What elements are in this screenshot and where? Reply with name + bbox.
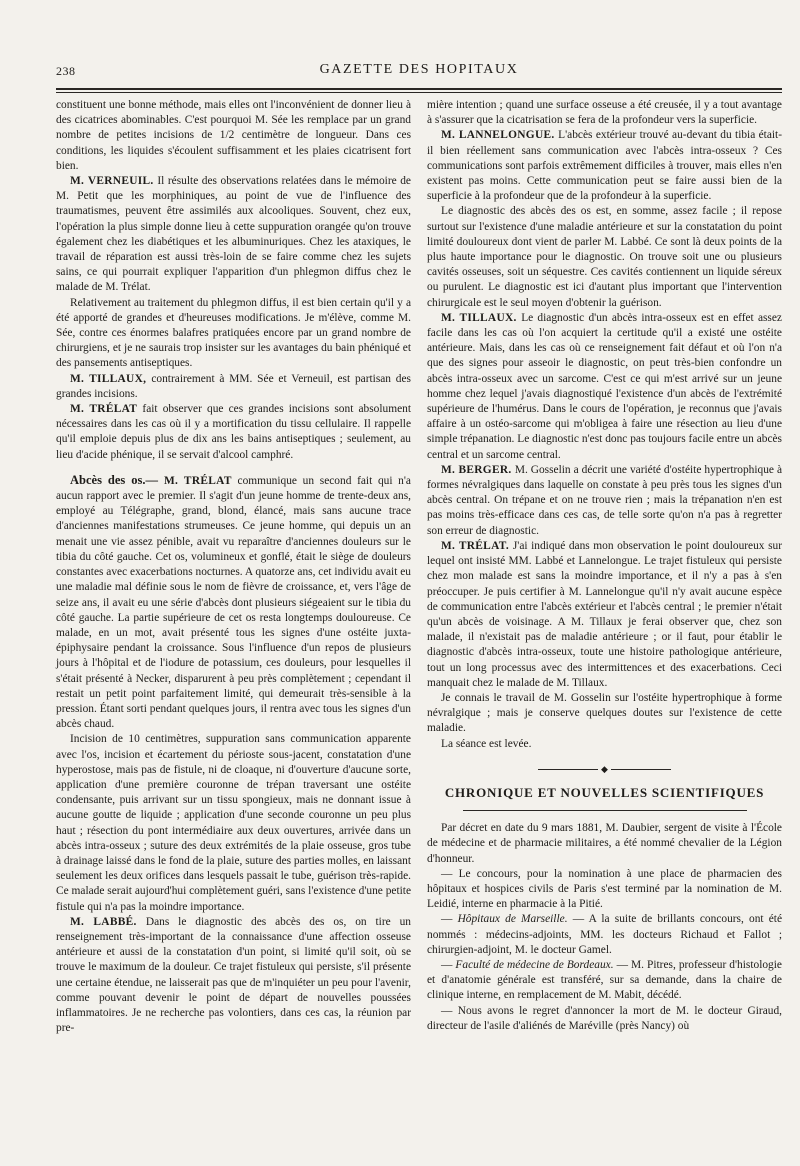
chronicle-paragraphs: [427, 821, 782, 1034]
header-rule: [56, 88, 782, 90]
paragraph-text: Je connais le travail de M. Gosselin sur l'ostéite hypertrophique à forme névralgique ; mais je conserve quelques doutes sur l'existence de cette maladie.: [427, 691, 782, 735]
paragraph-text: Le diagnostic d'un abcès intra-osseux est en effet assez facile dans les cas où l'on acquiert la certitude qu'il a existé une ostéite antérieure. Mais, dans les cas où ce renseignement fait défaut et où l'on n'a que des signes pour asseoir le diagnostic, on peut très-bien confondre un abcès intra-osseux avec un sarcome. C'est ce qui m'est arrivé sur un jeune homme chez lequel j'avais diagnostiqué l'existence d'un abcès de l'extrémité supérieure de l'humérus. Dans le cours de l'opération, je reconnus que j'avais affaire à un ostéo-sarcome qui m'obligea à faire une résection au lieu d'une simple trépanation. Le diagnostic n'est donc pas toujours facile entre un abcès central et un sarcome central.: [427, 311, 782, 461]
paragraph-text: — M. Pitres, professeur d'histologie et d'anatomie générale est transféré, sur sa demande, dans la chaire de clinique interne, en remplacement de M. Mabit, décédé.: [427, 958, 782, 1002]
right-paragraph: [427, 98, 782, 128]
right-paragraph: [427, 204, 782, 310]
chronicle-paragraph: [427, 821, 782, 867]
paragraph-gap: [56, 463, 411, 473]
left-paragraph: [56, 98, 411, 174]
chronicle-paragraph: — Hôpitaux de Marseille. — A la suite de brillants concours, ont été nommés : médecins-adjoints, MM. les docteurs Richaud et Fallot ; chirurgien-adjoint, M. le docteur Gamel.: [427, 913, 782, 956]
rubric-title: Abcès des os.—: [70, 472, 164, 487]
paragraph-text: contrairement à MM. Sée et Verneuil, est partisan des grandes incisions.: [56, 372, 411, 400]
speaker-name: M. TRÉLAT: [70, 403, 143, 416]
left-paragraph: [56, 402, 411, 463]
left-column: [56, 98, 411, 1036]
paragraph-text: Relativement au traitement du phlegmon diffus, il est bien certain qu'il y a été apporté de grandes et d'heureuses modifications. Je m'élève, comme M. Sée, contre ces énormes balafres pratiquées encore par un grand nombre de chirurgiens, et je ne saurais trop insister sur les avantages du bain phéniqué et des pansements antiseptiques.: [56, 296, 411, 370]
paragraph-text: Le diagnostic des abcès des os est, en somme, assez facile ; il repose surtout sur l'existence d'une maladie antérieure et sur la constatation du point limité douloureux dont vient de parler M. Labbé. Ce sont là deux points de la plus haute importance pour le diagnostic. On trouve soit une ou plusieurs cavités osseuses, soit un séquestre. Ces cavités contiennent un liquide séreux ou purulent. Le diagnostic est ici d'autant plus important que l'intervention chirurgicale est le seul moyen d'obtenir la guérison.: [427, 205, 782, 309]
right-paragraph: [427, 737, 782, 752]
running-title: GAZETTE DES HOPITAUX: [319, 62, 519, 77]
italic-heading: Hôpitaux de Marseille.: [457, 913, 568, 926]
speaker-name: M. VERNEUIL.: [70, 175, 158, 188]
paragraph-text: Dans le diagnostic des abcès des os, on tire un renseignement très-important de la connaissance d'une affection osseuse antérieure et aussi de la constatation d'un point, si limité qu'il soit, où se trouve le maximum de la douleur. Ce trajet fistuleux qui persiste, s'il présente une certaine étendue, ne laisserait pas que de m'inquiéter un peu pour l'avenir, comme pouvant devenir le point de départ de nouvelles poussées inflammatoires. Je ne recherche pas volontiers, dans ces cas, la réunion par pre-: [56, 915, 411, 1035]
right-column-paragraphs: [427, 98, 782, 752]
paragraph-text: M. Gosselin a décrit une variété d'ostéite hypertrophique à formes névralgiques dans laquelle on constate à peu près tous les signes d'un abcès central. On trépane et on ne trouve rien ; mais la trépanation n'en est pas moins très-efficace dans ces cas, de telle sorte qu'on n'a pas à regretter son erreur de diagnostic.: [427, 463, 783, 537]
page-number: 238: [56, 64, 76, 78]
paragraph-text: Incision de 10 centimètres, suppuration sans communication apparente avec l'os, incision et écartement du périoste sous-jacent, constatation d'une hyperostose, mais pas de fistule, ni de cloaque, ni d'ouverture d'aucune sorte, application d'une première couronne de trépan traversant une ostéite condensante, puis arrivant sur un tissu spongieux, mais ne donnant issue à aucune goutte de liquide ; application d'une seconde couronne un peu plus haut ; résection du pont intermédiaire aux deux ouvertures, arrivée dans un abcès intra-osseux ; suture des deux extrémités de la plaie osseuse, gros tube à drainage laissé dans le fond de la plaie, suture des parties molles, en laissant seulement les deux orifices dans lesquels passait le tube, guérison très-rapide. Ce malade serait aujourd'hui complètement guéri, sans l'existence d'une petite fistule qui n'a pas la moindre importance.: [56, 733, 411, 913]
speaker-name: M. TRÉLAT.: [441, 539, 513, 552]
paragraph-text: mière intention ; quand une surface osseuse a été creusée, il y a tout avantage à s'assurer que la cicatrisation se fera de la profondeur vers la superficie.: [427, 99, 782, 127]
chronicle-heading-rule: [463, 810, 747, 811]
speaker-name: M. LABBÉ.: [70, 915, 146, 928]
speaker-name: M. BERGER.: [441, 463, 515, 476]
chronicle-heading: CHRONIQUE ET NOUVELLES SCIENTIFIQUES: [444, 784, 765, 800]
left-paragraph: [56, 174, 411, 296]
paragraph-text: Par décret en date du 9 mars 1881, M. Daubier, sergent de visite à l'École de médecine et de pharmacie militaires, a été nommé chevalier de la Légion d'honneur.: [427, 822, 782, 865]
page-header: [56, 60, 782, 84]
chronicle-paragraph: [427, 867, 782, 913]
left-paragraph: [56, 732, 411, 914]
left-paragraph: [56, 372, 411, 402]
chronicle-paragraph: — Faculté de médecine de Bordeaux. — M. Pitres, professeur d'histologie et d'anatomie générale est transféré, sur sa demande, dans la chaire de clinique interne, en remplacement de M. Mabit, décédé.: [427, 958, 782, 1002]
left-paragraph: [56, 473, 411, 732]
paragraph-text: — Nous avons le regret d'annoncer la mort de M. le docteur Giraud, directeur de l'asile d'aliénés de Maréville (près Nancy) où: [427, 1004, 782, 1032]
paragraph-text: La séance est levée.: [441, 737, 532, 750]
right-paragraph: [427, 539, 782, 691]
two-column-body: [56, 98, 782, 1036]
paragraph-text: — A la suite de brillants concours, ont été nommés : médecins-adjoints, MM. les docteurs Richaud et Fallot ; chirurgien-adjoint, M. le docteur Gamel.: [427, 913, 782, 956]
paragraph-text: fait observer que ces grandes incisions sont absolument nécessaires dans les cas où il y a mortification du tissu cellulaire. Il rappelle qu'il emploie depuis plus de dix ans les bains antiseptiques ; seulement, au lieu d'acide phénique, il se servait d'alcool camphré.: [56, 403, 411, 461]
paragraph-text: — Le concours, pour la nomination à une place de pharmacien des hôpitaux et hospices civils de Paris s'est terminé par la nomination de M. Leidié, interne en pharmacie à la Pitié.: [427, 867, 782, 911]
right-paragraph: [427, 463, 782, 539]
right-paragraph: [427, 128, 782, 204]
chronicle-paragraph: [427, 1004, 782, 1034]
speaker-name: M. TILLAUX,: [70, 372, 152, 385]
speaker-name: M. LANNELONGUE.: [441, 129, 559, 142]
right-paragraph: [427, 311, 782, 463]
left-paragraph: [56, 915, 411, 1037]
speaker-name: M. TRÉLAT: [163, 474, 238, 487]
paragraph-text: J'ai indiqué dans mon observation le point douloureux sur lequel ont insisté MM. Labbé et Lannelongue. Le trajet fistuleux qui persiste chez mon malade est sans la moindre importance, et il n'y a pas à s'en préoccuper. Je puis certifier à M. Lannelongue qu'il n'y avait aucune espèce de communication entre l'abcès extérieur et l'abcès central ; le premier n'était qu'un abcès de voisinage. A M. Tillaux je ferai observer que, chez son malade, il n'existait pas de maladie antérieure ; or il faut, pour établir le diagnostic d'abcès intra-osseux, toute une histoire pathologique antérieure, tout un long processus avec des intermittences et des exacerbations. Ceci manquait chez le malade de M. Tillaux.: [427, 539, 782, 689]
italic-heading: Faculté de médecine de Bordeaux.: [455, 958, 614, 971]
paragraph-text: communique un second fait qui n'a aucun rapport avec le premier. Il s'agit d'un jeune homme de trente-deux ans, employé au Télégraphe, grand, blond, élancé, mais sans aucune trace d'anciennes manifestations strumeuses. Ce jeune homme, qui depuis un an menait une vie assez pénible, avait vu reparaître d'anciennes douleurs sur le tibia du côté gauche. Cet os, volumineux et gonflé, était le siège de douleurs constantes avec exacerbations nocturnes. A quatorze ans, cet individu avait eu une maladie mal définie sous le nom de fièvre de croissance, et, vers l'âge de seize ans, il avait eu une série d'abcès dont plusieurs siégeaient sur le tibia du côté gauche. La partie supérieure de cet os resta longtemps douloureuse. Ce malade, en un mot, avait présenté tous les signes d'une ostéite juxta-épiphysaire pendant la croissance. Sous l'influence d'un repos de plusieurs jours à l'hôpital et de l'iodure de potassium, ces douleurs, pour lesquelles il s'était présenté à Necker, disparurent à peu près complètement ; cependant il restait un petit point parfaitement limité, qui demeurait très-sensible à la pression. Étant sorti pendant quelques jours, il rentra avec tous les signes d'un abcès chaud.: [56, 474, 411, 731]
header-rule-thin: [56, 92, 782, 93]
paragraph-text: L'abcès extérieur trouvé au-devant du tibia était-il bien réellement sans communication avec l'abcès intra-osseux ? Ces communications sont parfois extrêmement difficiles à trouver, mais elles n'en existent pas moins. Cette communication peut se faire aussi bien de la superficie à la profondeur que de la profondeur à la superficie.: [427, 129, 783, 203]
paragraph-text: constituent une bonne méthode, mais elles ont l'inconvénient de donner lieu à des cicatrices abominables. C'est pourquoi M. Sée les remplace par un grand nombre de petites incisions de 1/2 centimètre de longueur. Dans ces conditions, les liquides s'écoulent suffisamment et les plaies cicatrisent fort bien.: [56, 99, 411, 172]
left-paragraph: [56, 296, 411, 372]
speaker-name: M. TILLAUX.: [441, 311, 522, 324]
right-column: [427, 98, 782, 1036]
paragraph-text: Il résulte des observations relatées dans le mémoire de M. Petit que les morphiniques, au point de vue de l'influence des traumatismes, peuvent être assimilés aux alcooliques. Souvent, chez eux, l'opération la plus simple donne lieu à cette suppuration orangée qu'on trouve également chez les diabétiques et les albuminuriques. Chez les ataxiques, le travail de réparation est aussi très-loin de se faire comme chez les sujets sains, ce qui pourrait expliquer l'apparition d'un phlegmon diffus chez le malade de M. Trélat.: [56, 175, 411, 294]
section-separator: ◆: [427, 762, 782, 777]
right-paragraph: [427, 691, 782, 737]
